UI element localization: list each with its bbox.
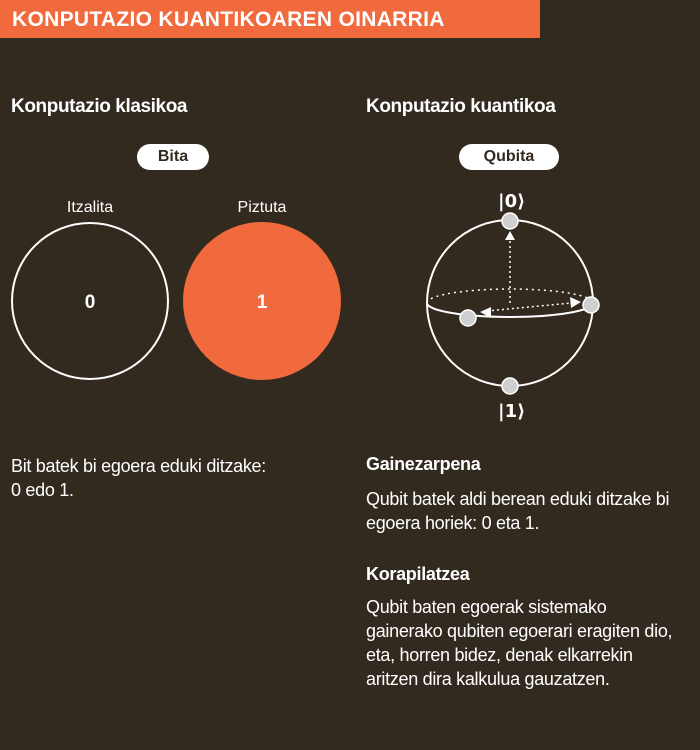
ket-zero-label: |0⟩ (498, 191, 526, 212)
node-left (460, 310, 476, 326)
qubit-pill: Qubita (459, 144, 559, 170)
classical-description: Bit batek bi egoera eduki ditzake: 0 edo 1. (11, 456, 266, 500)
on-label: Piztuta (237, 199, 287, 216)
quantum-heading: Konputazio kuantikoa (366, 96, 556, 117)
bit-on-value: 1 (256, 292, 268, 313)
arrow-up-icon (505, 231, 515, 240)
node-right (583, 297, 599, 313)
ket-one-label: |1⟩ (498, 401, 526, 422)
page-title: KONPUTAZIO KUANTIKOAREN OINARRIA (12, 8, 445, 31)
horizontal-axis (487, 303, 571, 311)
arrow-right-icon (570, 297, 581, 308)
superposition-heading: Gainezarpena (366, 454, 481, 474)
equator-front (427, 303, 593, 317)
classical-heading: Konputazio klasikoa (11, 96, 188, 117)
entanglement-heading: Korapilatzea (366, 564, 470, 584)
off-label: Itzalita (66, 199, 114, 216)
entanglement-text: Qubit baten egoerak sistemako gainerako qubiten egoerari eragiten dio, eta, horren bidez, denak elkarrekin aritzen dira kalkulua gauzatzen. (366, 597, 673, 689)
title-banner (0, 0, 540, 38)
bit-pill: Bita (137, 144, 209, 170)
node-bottom (502, 378, 518, 394)
node-top (502, 213, 518, 229)
bloch-sphere-diagram (405, 185, 625, 430)
superposition-text: Qubit batek aldi berean eduki ditzake bi egoera horiek: 0 eta 1. (366, 489, 670, 533)
bit-off-value: 0 (84, 292, 96, 313)
